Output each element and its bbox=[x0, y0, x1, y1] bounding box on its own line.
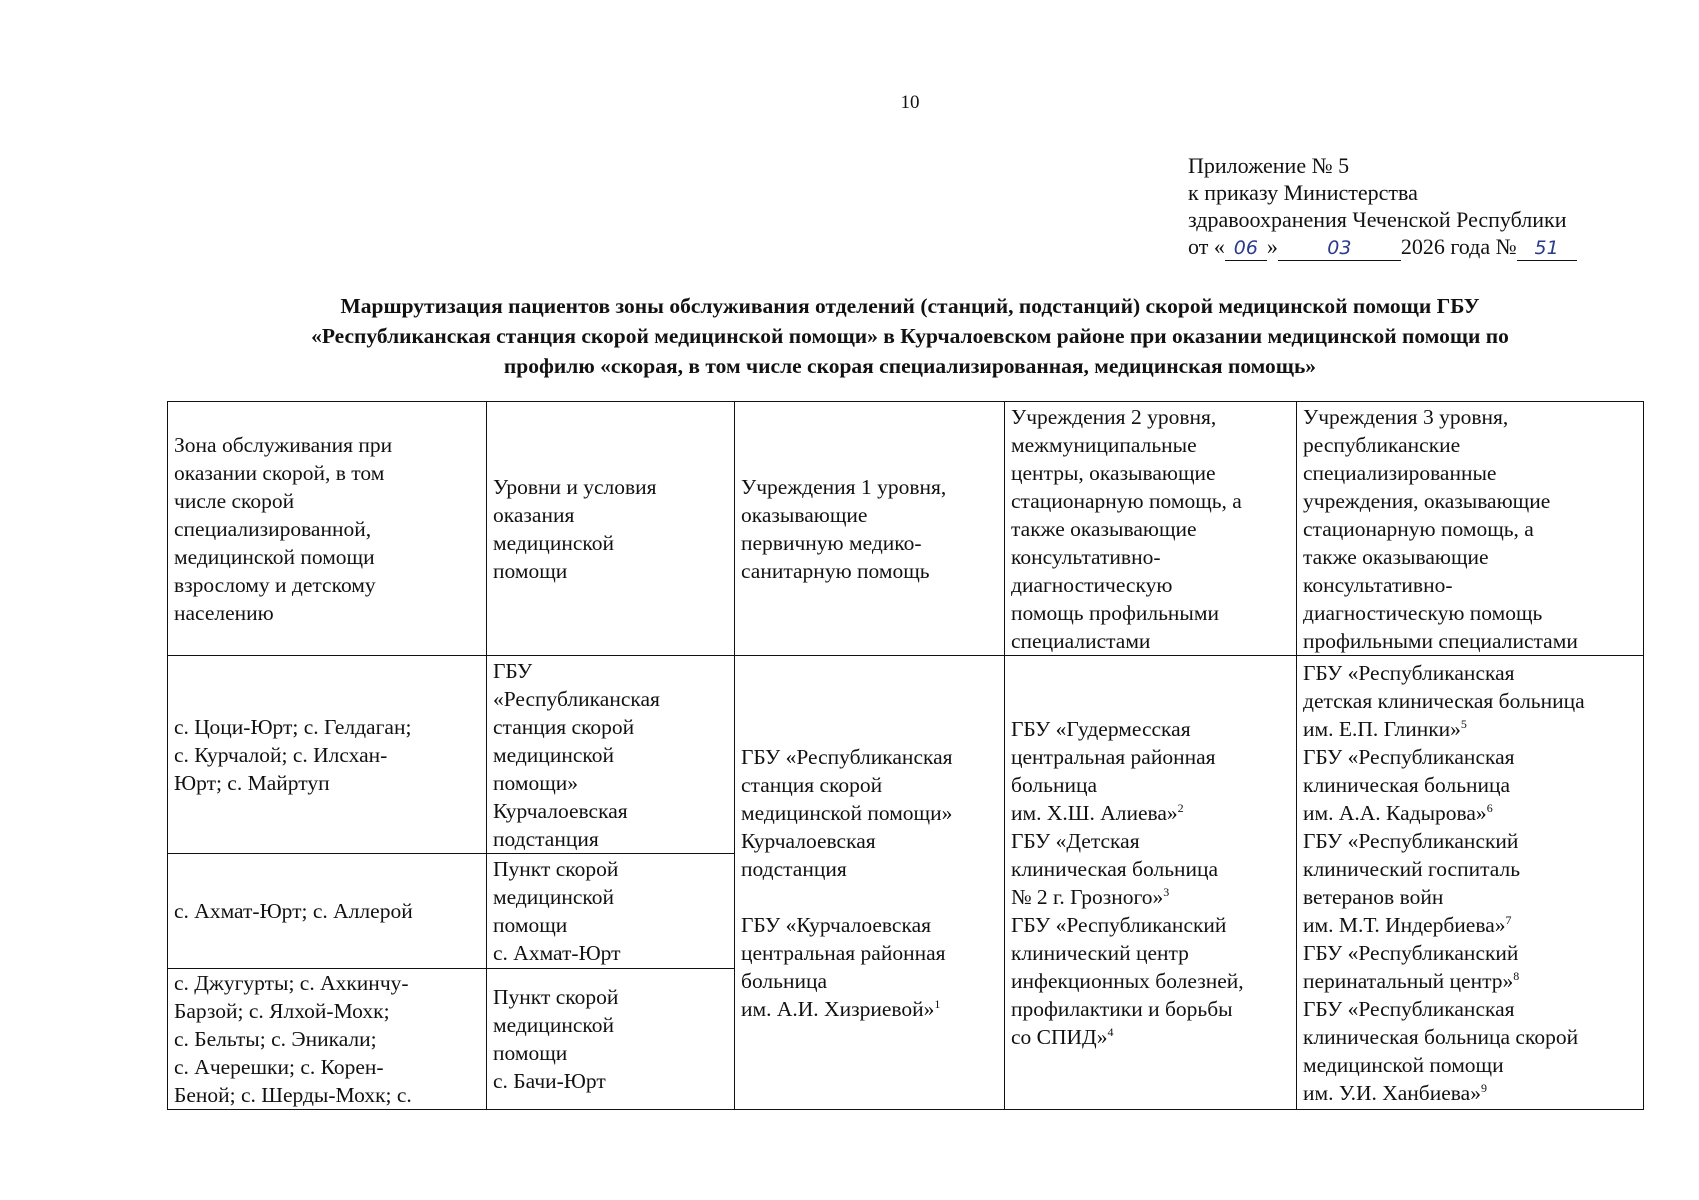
cell-line: стационарную помощь, а bbox=[1011, 488, 1242, 513]
cell-line: № 2 г. Грозного»$^3$ bbox=[1011, 884, 1170, 909]
cell-line: с. Курчалой; с. Илсхан- bbox=[174, 742, 388, 767]
cell-line: им. М.Т. Индербиева»$^7$ bbox=[1303, 912, 1512, 937]
cell-line: диагностическую помощь bbox=[1303, 600, 1543, 625]
appendix-block bbox=[1188, 152, 1577, 261]
footnote-mark: 6 bbox=[1486, 800, 1493, 815]
cell-line: специалистами bbox=[1011, 628, 1151, 653]
cell-line: Учреждения 2 уровня, bbox=[1011, 404, 1217, 429]
cell-line: «Республиканская bbox=[493, 686, 660, 711]
date-day-close: » bbox=[1266, 234, 1278, 259]
cell-line: со СПИД»$^4$ bbox=[1011, 1024, 1114, 1049]
cell-line: также оказывающие bbox=[1303, 544, 1489, 569]
cell-line: ГБУ «Республиканская bbox=[741, 744, 953, 769]
cell-line: помощи» bbox=[493, 770, 579, 795]
cell-line: с. Бельты; с. Эникали; bbox=[174, 1027, 377, 1051]
cell-line: медицинской помощи bbox=[1303, 1052, 1504, 1077]
cell-line: межмуниципальные bbox=[1011, 432, 1197, 457]
handwritten-order-number: 51 bbox=[1517, 238, 1577, 261]
cell-line: консультативно- bbox=[1011, 544, 1161, 569]
cell-line bbox=[741, 883, 998, 911]
cell-line: профильными специалистами bbox=[1303, 628, 1578, 653]
cell-line: взрослому и детскому bbox=[174, 572, 376, 597]
footnote-mark: 9 bbox=[1480, 1080, 1487, 1095]
cell-line: ГБУ «Республиканская bbox=[1303, 996, 1515, 1021]
footnote-mark: 5 bbox=[1460, 716, 1467, 731]
cell-line: оказании скорой, в том bbox=[174, 460, 385, 485]
header-level1 bbox=[735, 402, 1005, 656]
cell-line: им. А.А. Кадырова»$^6$ bbox=[1303, 800, 1493, 825]
footnote-mark: 8 bbox=[1513, 968, 1520, 983]
zone-cell bbox=[168, 656, 487, 854]
footnote-mark: 4 bbox=[1107, 1024, 1114, 1039]
cell-line: числе скорой bbox=[174, 488, 295, 513]
cell-line: республиканские bbox=[1303, 432, 1461, 457]
cell-line: ГБУ «Детская bbox=[1011, 828, 1140, 853]
cell-line: центры, оказывающие bbox=[1011, 460, 1216, 485]
cell-line: медицинской bbox=[493, 530, 614, 555]
cell-line: с. Цоци-Юрт; с. Гелдаган; bbox=[174, 714, 412, 739]
cell-line: с. Ахмат-Юрт bbox=[493, 941, 621, 965]
cell-line: ГБУ «Республиканский bbox=[1011, 912, 1227, 937]
cell-line: им. У.И. Ханбиева»$^9$ bbox=[1303, 1080, 1487, 1105]
cell-line: санитарную помощь bbox=[741, 558, 930, 583]
cell-line: Зона обслуживания при bbox=[174, 432, 393, 457]
title-line: Маршрутизация пациентов зоны обслуживания отделений (станций, подстанций) скорой медицинской помощи ГБУ bbox=[340, 294, 1480, 318]
routing-table bbox=[167, 401, 1644, 1110]
cell-line: ГБУ bbox=[493, 658, 533, 683]
handwritten-day: 06 bbox=[1225, 238, 1267, 261]
cell-line: центральная районная bbox=[1011, 744, 1216, 769]
level1-cell bbox=[735, 656, 1005, 1110]
cell-line: станция скорой bbox=[741, 772, 883, 797]
cell-line: населению bbox=[174, 600, 274, 625]
cell-line: с. Ачерешки; с. Корен- bbox=[174, 1055, 384, 1079]
date-prefix: от « bbox=[1188, 234, 1225, 259]
level2-cell bbox=[1005, 656, 1297, 1110]
cell-line: медицинской помощи» bbox=[741, 800, 953, 825]
cell-line: оказывающие bbox=[741, 502, 868, 527]
cell-line: с. Бачи-Юрт bbox=[493, 1069, 606, 1093]
header-zone bbox=[168, 402, 487, 656]
cell-line: им. Е.П. Глинки»$^5$ bbox=[1303, 716, 1467, 741]
cell-line: станция скорой bbox=[493, 714, 635, 739]
cell-line: клинический госпиталь bbox=[1303, 856, 1521, 881]
cell-line: Учреждения 3 уровня, bbox=[1303, 404, 1509, 429]
cell-line: медицинской помощи bbox=[174, 544, 375, 569]
cell-line: Уровни и условия bbox=[493, 474, 657, 499]
cell-line: больница bbox=[741, 968, 827, 993]
zone-cell bbox=[168, 854, 487, 969]
cell-line: ГБУ «Республиканский bbox=[1303, 828, 1519, 853]
header-level2 bbox=[1005, 402, 1297, 656]
cell-line: с. Ахмат-Юрт; с. Аллерой bbox=[174, 899, 413, 923]
page-number: 10 bbox=[900, 92, 920, 113]
cell-line: ГБУ «Республиканская bbox=[1303, 744, 1515, 769]
cell-line: оказания bbox=[493, 502, 575, 527]
cell-line: клинический центр bbox=[1011, 940, 1189, 965]
cell-line: стационарную помощь, а bbox=[1303, 516, 1534, 541]
cell-line: Барзой; с. Ялхой-Мохк; bbox=[174, 999, 390, 1023]
cell-line: помощи bbox=[493, 913, 568, 937]
cell-line: помощи bbox=[493, 558, 568, 583]
cell-line: медицинской bbox=[493, 742, 614, 767]
cell-line: также оказывающие bbox=[1011, 516, 1197, 541]
cell-line: ветеранов войн bbox=[1303, 884, 1444, 909]
cell-line: подстанция bbox=[493, 826, 599, 851]
cell-line: центральная районная bbox=[741, 940, 946, 965]
header-level3 bbox=[1297, 402, 1644, 656]
cell-line: Юрт; с. Майртуп bbox=[174, 770, 330, 795]
level-cell bbox=[487, 854, 735, 969]
zone-cell bbox=[168, 969, 487, 1110]
title-line: профилю «скорая, в том числе скорая специализированная, медицинская помощь» bbox=[503, 354, 1317, 378]
appendix-date-line bbox=[1188, 233, 1577, 261]
header-level bbox=[487, 402, 735, 656]
cell-line: первичную медико- bbox=[741, 530, 922, 555]
table-row bbox=[168, 656, 1644, 854]
cell-line: Пункт скорой bbox=[493, 985, 619, 1009]
cell-line: перинатальный центр»$^8$ bbox=[1303, 968, 1520, 993]
cell-line: инфекционных болезней, bbox=[1011, 968, 1244, 993]
appendix-line: здравоохранения Чеченской Республики bbox=[1188, 207, 1567, 232]
cell-line: клиническая больница скорой bbox=[1303, 1024, 1579, 1049]
level-cell bbox=[487, 656, 735, 854]
cell-line: ГБУ «Республиканская bbox=[1303, 660, 1515, 685]
cell-line: клиническая больница bbox=[1011, 856, 1219, 881]
footnote-mark: 3 bbox=[1163, 884, 1170, 899]
cell-line: специализированной, bbox=[174, 516, 372, 541]
cell-line: консультативно- bbox=[1303, 572, 1453, 597]
footnote-mark: 7 bbox=[1505, 912, 1512, 927]
date-year-text: 2026 года № bbox=[1400, 234, 1517, 259]
cell-line: учреждения, оказывающие bbox=[1303, 488, 1551, 513]
cell-line: детская клиническая больница bbox=[1303, 688, 1585, 713]
cell-line: Курчалоевская bbox=[741, 828, 876, 853]
header-row bbox=[168, 402, 1644, 656]
cell-line: клиническая больница bbox=[1303, 772, 1511, 797]
cell-line: Беной; с. Шерды-Мохк; с. bbox=[174, 1083, 412, 1107]
cell-line: Курчалоевская bbox=[493, 798, 628, 823]
cell-line: ГБУ «Курчалоевская bbox=[741, 912, 932, 937]
level-cell bbox=[487, 969, 735, 1110]
cell-line: медицинской bbox=[493, 1013, 614, 1037]
cell-line: медицинской bbox=[493, 885, 614, 909]
cell-line: Пункт скорой bbox=[493, 857, 619, 881]
level3-cell bbox=[1297, 656, 1644, 1110]
title-line: «Республиканская станция скорой медицинской помощи» в Курчалоевском районе при оказании медицинской помощи по bbox=[311, 324, 1509, 348]
cell-line: подстанция bbox=[741, 856, 847, 881]
footnote-mark: 1 bbox=[934, 996, 941, 1011]
appendix-line: к приказу Министерства bbox=[1188, 180, 1418, 205]
cell-line: с. Джугурты; с. Ахкинчу- bbox=[174, 971, 409, 995]
cell-line: Учреждения 1 уровня, bbox=[741, 474, 947, 499]
cell-line: ГБУ «Республиканский bbox=[1303, 940, 1519, 965]
cell-line: диагностическую bbox=[1011, 572, 1173, 597]
document-title bbox=[190, 291, 1630, 381]
cell-line: помощь профильными bbox=[1011, 600, 1219, 625]
cell-line: им. А.И. Хизриевой»$^1$ bbox=[741, 996, 941, 1021]
cell-line: ГБУ «Гудермесская bbox=[1011, 716, 1191, 741]
cell-line: профилактики и борьбы bbox=[1011, 996, 1233, 1021]
cell-line: больница bbox=[1011, 772, 1097, 797]
cell-line: помощи bbox=[493, 1041, 568, 1065]
cell-line: им. Х.Ш. Алиева»$^2$ bbox=[1011, 800, 1184, 825]
appendix-line: Приложение № 5 bbox=[1188, 153, 1350, 178]
handwritten-month: 03 bbox=[1278, 238, 1401, 261]
footnote-mark: 2 bbox=[1177, 800, 1184, 815]
cell-line: специализированные bbox=[1303, 460, 1497, 485]
